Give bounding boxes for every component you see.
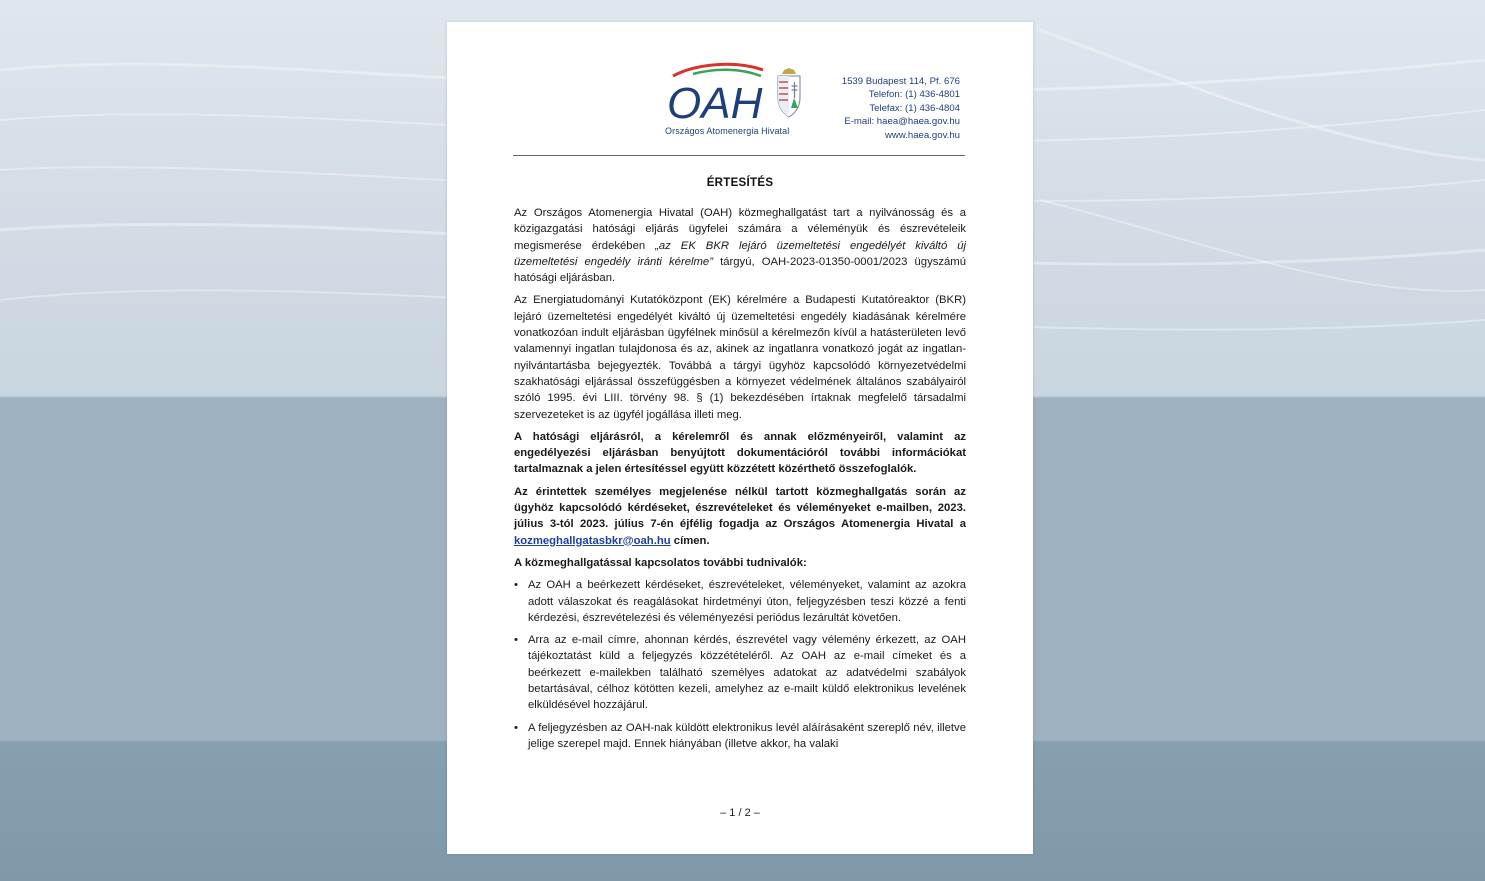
header-divider [513,155,965,156]
document-title: ÉRTESÍTÉS [706,177,774,189]
list-heading: A közmeghallgatással kapcsolatos további tudnivalók: [514,556,807,569]
contact-address: 1539 Budapest 114, Pf. 676 [841,76,960,87]
paragraph-submission-end: címen. [670,534,710,547]
list-item [514,720,966,753]
info-list [514,577,966,752]
list-item-text: A feljegyzésben az OAH-nak küldött elektronikus levél aláírásaként szereplő név, illetve jelige szerepel majd. Ennek hiányában (illetve akkor, ha valaki [528,721,966,750]
page-number: – 1 / 2 – [720,807,760,819]
case-subject: „az EK BKR lejáró üzemeltetési engedélyét kiváltó új üzemeltetési engedély iránti kérelme” [514,239,966,268]
list-item-text: Arra az e-mail címre, ahonnan kérdés, észrevétel vagy vélemény érkezett, az OAH tájékoztatást küld a feljegyzés közzétételéről. Az OAH az e-mail címeket és a beérkezett e-mailekben található személyes adatokat az adatvédelmi szabályok betartásával, célhoz kötötten kezeli, amelyhez az e-mailt küldő elektronikus levelének elküldésével hozzájárul. [528,634,966,712]
paragraph-information: A hatósági eljárásról, a kérelemről és annak előzményeiről, valamint az engedélyezési eljárásban benyújtott dokumentációról további információkat tartalmaznak a jelen értesítéssel együtt közzétett közérthető összefoglalók. [514,430,966,476]
submission-email-link[interactable]: kozmeghallgatasbkr@oah.hu [514,534,671,547]
logo-subtitle: Országos Atomenergia Hivatal [665,126,790,136]
paragraph-submission [514,484,966,549]
contact-block [842,75,960,142]
paragraph-intro-end: tárgyú, OAH-2023-01350-0001/2023 ügyszámú hatósági eljárásban. [514,255,966,285]
contact-email[interactable]: E-mail: haea@haea.gov.hu [844,116,960,128]
document-page [447,22,1033,854]
bullet-icon: • [514,579,518,592]
paragraph-intro-start: Az Országos Atomenergia Hivatal (OAH) közmeghallgatást tart a nyilvánosság és a közigazgatási hatósági eljárás ügyfelei számára a véleményük és észrevételeik megismerése érdekében [514,207,966,252]
contact-fax: Telefax: (1) 436-4804 [869,102,960,114]
bullet-icon: • [514,634,518,647]
oah-logo-mark [665,62,765,124]
list-item [514,632,966,713]
list-item-text: Az OAH a beérkezett kérdéseket, észrevételeket, véleményeket, valamint az azokra adott válaszokat és reagálásokat hirdetményi úton, feljegyzésben teszi közzé a fenti kérdezési, észrevételezési és véleményezési periódus lezárultát követően. [528,579,966,624]
paragraph-intro [514,205,966,286]
contact-website[interactable]: www.haea.gov.hu [884,129,960,141]
list-item [514,577,966,626]
logo-text: OAH [667,79,763,124]
contact-phone: Telefon: (1) 436-4801 [868,89,960,101]
document-body [514,205,966,758]
bullet-icon: • [514,721,518,734]
coat-of-arms-icon [776,68,802,118]
letterhead [447,22,1033,157]
paragraph-parties: Az Energiatudományi Kutatóközpont (EK) kérelmére a Budapesti Kutatóreaktor (BKR) lejáró üzemeltetési engedélyét kiváltó új üzemeltetési engedély kiadásának kérelmére vonatkozóan indult eljárásban ügyfélnek minősül a kérelmezőn kívül a hatásterületen levő valamennyi ingatlan tulajdonosa és az, akinek az ingatlanra vonatkozó jogát az ingatlan-nyilvántartásba bejegyezték. Továbbá a tárgyi ügyhöz kapcsolódó környezetvédelmi szakhatósági eljárással összefüggésben a környezet védelmének általános szabályairól szóló 1995. évi LIII. törvény 98. § (1) bekezdésében írtaknak megfelelő társadalmi szervezeteket is az ügyfél jogállása illeti meg. [514,294,966,421]
paragraph-submission-text: Az érintettek személyes megjelenése nélkül tartott közmeghallgatás során az ügyhöz kapcsolódó kérdéseket, észrevételeket és véleményeket e-mailben, 2023. július 3-tól 2023. július 7-én éjfélig fogadja az Országos Atomenergia Hivatal a [514,485,966,531]
